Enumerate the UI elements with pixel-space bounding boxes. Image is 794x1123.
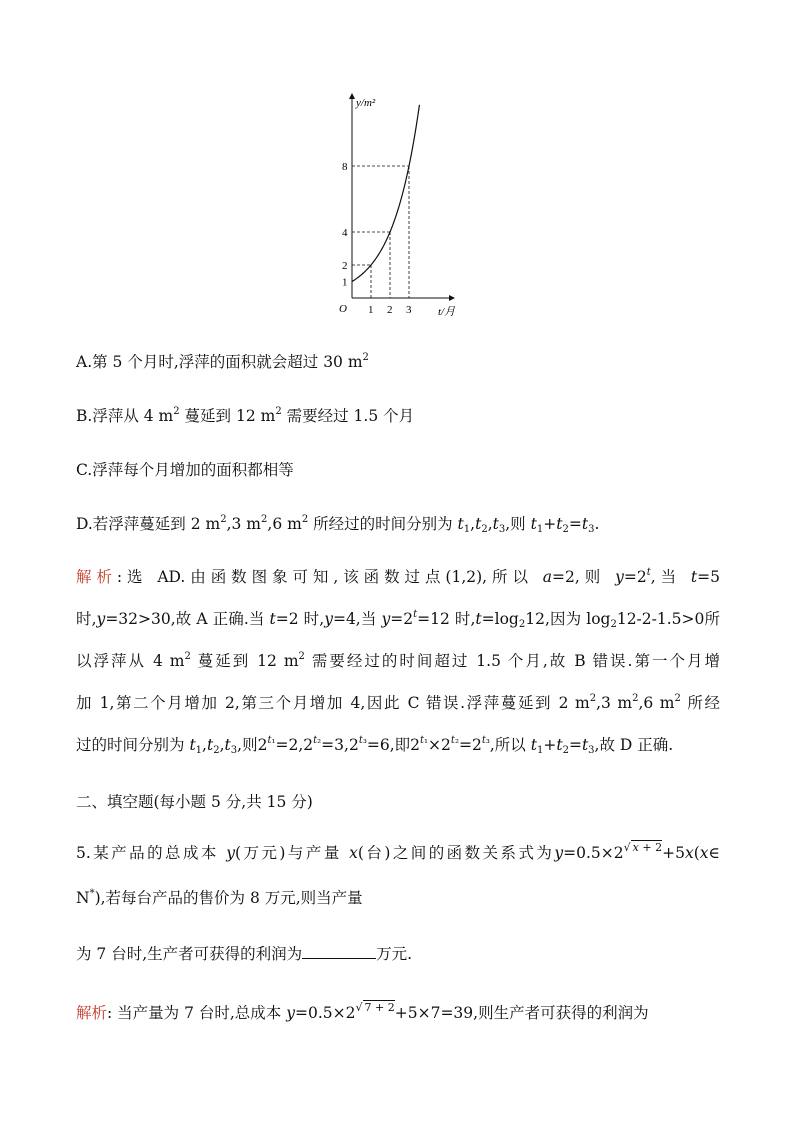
analysis2-line-1: 解析: 当产量为 7 台时,总成本 $y=0.5\times 2^{√ 7 + 2}+5\times 7=39$,则生产者可获得的利润为: [76, 1001, 649, 1022]
analysis-label: 解析: [76, 568, 117, 586]
y-tick-8: 8: [342, 161, 348, 173]
x-tick-2: 2: [387, 304, 393, 316]
section-heading: 二、填空题(每小题 5 分,共 15 分): [76, 793, 313, 811]
analysis-line-3: 以浮萍从 4 $m^2$ 蔓延到 12 $m^2$ 需要经过的时间超过 1.5 个月,故 B 错误.第一个月增: [76, 651, 721, 670]
analysis2-label: 解析: [76, 1004, 108, 1022]
q5-line-3: [76, 942, 412, 966]
y-axis-label: y/m²: [356, 97, 376, 109]
graph-svg: [330, 88, 470, 320]
chart-marks: [342, 105, 419, 316]
x-tick-1: 1: [368, 304, 374, 316]
x-axis-label: t/月: [438, 306, 456, 318]
analysis-line-2: 时,y=32>30,故 A 正确.当 t=2 时,y=4,当 $y=2^t=12$ 时$,t=\log_212$,因为 $\log_212-2-1.5>0$所: [76, 609, 720, 630]
analysis-line-1: 解析:选 AD.由函数图象可知,该函数过点(1,2),所以 a=2,则 $y=2^t$,当 t=5: [76, 567, 721, 586]
origin-label: O: [339, 303, 347, 315]
y-tick-2: 2: [342, 260, 348, 272]
option-d: D.若浮萍蔓延到 2 $m^2,3$ $m^2,6$ $m^2$ 所经过的时间分别为 $t_1,t_2,t_3$,则 $t_1+t_2=t_3$.: [76, 514, 600, 535]
y-tick-4: 4: [342, 227, 348, 239]
answer-blank[interactable]: [302, 944, 376, 959]
x-tick-3: 3: [406, 304, 412, 316]
q5-text-a: 为 7 台时,生产者可获得的利润为: [76, 945, 303, 963]
exponential-graph: [330, 88, 470, 320]
option-c: C.浮萍每个月增加的面积都相等: [76, 461, 294, 479]
q5-line-1: 5.某产品的总成本 y(万元)与产量 x(台)之间的函数关系式为$y=0.5\times 2^{√ x + 2}+5x(x\in$: [76, 841, 720, 862]
q5-text-b: 万元.: [376, 945, 413, 963]
option-b: B.浮萍从 4 $m^2$ 蔓延到 12 $m^2$ 需要经过 1.5 个月: [76, 406, 415, 425]
analysis-line-5: 过的时间分别为 $t_1,t_2,t_3$,则$2^{t_1}=2,2^{t_2}=3,2^{t_3}=6$,即$2^{t_1}\times 2^{t_2}=2^{t_3}$,所以 $t_1+t_2=t_3$,故 D 正确.: [76, 735, 674, 756]
analysis-line-4: 加 1,第二个月增加 2,第三个月增加 4,因此 C 错误.浮萍蔓延到 2 $m^2,3$ $m^2,6$ $m^2$ 所经: [76, 693, 721, 712]
y-tick-1: 1: [342, 276, 348, 289]
option-a: A.第 5 个月时,浮萍的面积就会超过 30 $m^2$: [76, 352, 369, 371]
q5-line-2: N*),若每台产品的售价为 8 万元,则当产量: [76, 888, 363, 907]
